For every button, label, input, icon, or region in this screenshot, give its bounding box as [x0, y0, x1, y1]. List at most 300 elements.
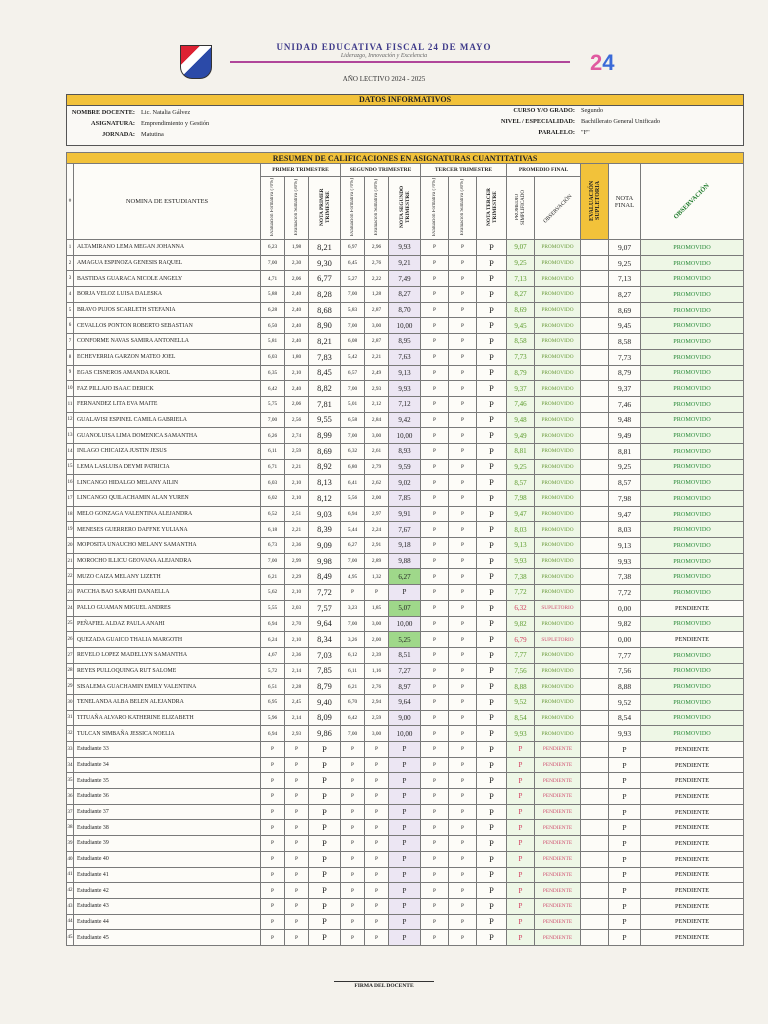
- t1-sumativa: P: [285, 789, 309, 805]
- t1-sumativa: 2,51: [285, 506, 309, 522]
- t3-nota: P: [477, 867, 507, 883]
- t1-formativa: P: [261, 820, 285, 836]
- t1-sumativa: P: [285, 867, 309, 883]
- table-row: [67, 553, 744, 569]
- col-t2-nota: NOTA SEGUNDO TRIMESTRE: [389, 177, 421, 240]
- t1-nota: P: [309, 789, 341, 805]
- t3-sumativa: P: [449, 491, 477, 507]
- t2-sumativa: P: [365, 789, 389, 805]
- t3-nota: P: [477, 663, 507, 679]
- t2-formativa: 6,58: [341, 412, 365, 428]
- t2-nota: 6,27: [389, 569, 421, 585]
- observacion: PENDIENTE: [535, 804, 581, 820]
- t3-nota: P: [477, 757, 507, 773]
- nota-final: 7,73: [609, 349, 641, 365]
- t3-nota: P: [477, 412, 507, 428]
- t3-nota: P: [477, 491, 507, 507]
- observacion-final: PROMOVIDO: [641, 365, 744, 381]
- observacion: PENDIENTE: [535, 820, 581, 836]
- col-observacion-final: OBSERVACIÓN: [641, 164, 744, 240]
- t2-formativa: P: [341, 867, 365, 883]
- t1-nota: 8,28: [309, 287, 341, 303]
- t3-formativa: P: [421, 632, 449, 648]
- t2-sumativa: 2,91: [365, 538, 389, 554]
- t2-sumativa: 2,84: [365, 412, 389, 428]
- promedio-final: P: [507, 867, 535, 883]
- t2-nota: 9,00: [389, 710, 421, 726]
- t2-nota: 8,97: [389, 679, 421, 695]
- t1-formativa: 7,00: [261, 553, 285, 569]
- t3-formativa: P: [421, 710, 449, 726]
- t2-sumativa: 2,62: [365, 475, 389, 491]
- curso-value: Segundo: [581, 107, 604, 114]
- nota-final: P: [609, 867, 641, 883]
- row-number: 24: [67, 600, 74, 616]
- row-number: 20: [67, 538, 74, 554]
- supletoria: [581, 820, 609, 836]
- t1-sumativa: 2,59: [285, 443, 309, 459]
- t3-formativa: P: [421, 475, 449, 491]
- observacion-final: PENDIENTE: [641, 836, 744, 852]
- t2-formativa: 7,00: [341, 616, 365, 632]
- supletoria: [581, 287, 609, 303]
- table-row: [67, 804, 744, 820]
- t1-formativa: 5,72: [261, 663, 285, 679]
- t1-formativa: P: [261, 836, 285, 852]
- t2-formativa: 7,00: [341, 381, 365, 397]
- promedio-final: 9,13: [507, 538, 535, 554]
- promedio-final: P: [507, 757, 535, 773]
- t2-nota: 9,64: [389, 694, 421, 710]
- t1-formativa: 5,81: [261, 334, 285, 350]
- student-name: TENELANDA ALBA BELEN ALEJANDRA: [74, 694, 261, 710]
- t1-sumativa: 2,99: [285, 553, 309, 569]
- t2-formativa: 5,42: [341, 349, 365, 365]
- t3-nota: P: [477, 789, 507, 805]
- t3-sumativa: P: [449, 710, 477, 726]
- t3-formativa: P: [421, 600, 449, 616]
- promedio-final: P: [507, 883, 535, 899]
- row-number: 42: [67, 883, 74, 899]
- t2-formativa: P: [341, 898, 365, 914]
- t1-formativa: 5,62: [261, 585, 285, 601]
- t1-sumativa: 2,40: [285, 287, 309, 303]
- t1-formativa: 6,42: [261, 381, 285, 397]
- t1-sumativa: P: [285, 757, 309, 773]
- student-name: TITUAÑA ALVARO KATHERINE ELIZABETH: [74, 710, 261, 726]
- observacion-final: PROMOVIDO: [641, 694, 744, 710]
- t2-nota: 7,63: [389, 349, 421, 365]
- row-number: 18: [67, 506, 74, 522]
- t2-sumativa: 1,28: [365, 287, 389, 303]
- t3-sumativa: P: [449, 255, 477, 271]
- observacion-final: PROMOVIDO: [641, 334, 744, 350]
- t1-nota: 9,09: [309, 538, 341, 554]
- promedio-final: 8,88: [507, 679, 535, 695]
- t2-nota: P: [389, 898, 421, 914]
- t2-sumativa: P: [365, 883, 389, 899]
- t3-nota: P: [477, 349, 507, 365]
- table-row: [67, 616, 744, 632]
- promedio-final: 9,82: [507, 616, 535, 632]
- t3-nota: P: [477, 255, 507, 271]
- observacion: PENDIENTE: [535, 836, 581, 852]
- t1-nota: 9,55: [309, 412, 341, 428]
- t2-formativa: P: [341, 757, 365, 773]
- t3-sumativa: P: [449, 240, 477, 256]
- t1-sumativa: 2,10: [285, 585, 309, 601]
- t1-nota: P: [309, 883, 341, 899]
- t1-sumativa: P: [285, 820, 309, 836]
- t3-nota: P: [477, 616, 507, 632]
- row-number: 29: [67, 679, 74, 695]
- t2-sumativa: P: [365, 773, 389, 789]
- nota-final: 7,56: [609, 663, 641, 679]
- t2-sumativa: 2,22: [365, 271, 389, 287]
- observacion-final: PROMOVIDO: [641, 726, 744, 742]
- t1-nota: 7,81: [309, 396, 341, 412]
- student-name: Estudiante 45: [74, 930, 261, 946]
- observacion-final: PENDIENTE: [641, 632, 744, 648]
- t3-formativa: P: [421, 726, 449, 742]
- t3-formativa: P: [421, 804, 449, 820]
- promedio-final: 9,07: [507, 240, 535, 256]
- observacion: PROMOVIDO: [535, 428, 581, 444]
- table-row: [67, 930, 744, 946]
- t3-formativa: P: [421, 789, 449, 805]
- t3-formativa: P: [421, 820, 449, 836]
- student-name: Estudiante 40: [74, 851, 261, 867]
- promedio-final: 8,57: [507, 475, 535, 491]
- t1-sumativa: P: [285, 804, 309, 820]
- t3-nota: P: [477, 694, 507, 710]
- t1-nota: 8,21: [309, 240, 341, 256]
- t2-sumativa: 2,00: [365, 491, 389, 507]
- t3-nota: P: [477, 334, 507, 350]
- t3-sumativa: P: [449, 396, 477, 412]
- t3-nota: P: [477, 302, 507, 318]
- table-row: [67, 726, 744, 742]
- supletoria: [581, 647, 609, 663]
- student-name: Estudiante 37: [74, 804, 261, 820]
- t1-formativa: 6,26: [261, 428, 285, 444]
- promedio-final: 9,37: [507, 381, 535, 397]
- observacion-final: PROMOVIDO: [641, 318, 744, 334]
- t3-nota: P: [477, 600, 507, 616]
- row-number: 33: [67, 742, 74, 758]
- promedio-final: 8,27: [507, 287, 535, 303]
- t1-sumativa: 2,36: [285, 647, 309, 663]
- supletoria: [581, 632, 609, 648]
- observacion: PROMOVIDO: [535, 506, 581, 522]
- nota-final: P: [609, 930, 641, 946]
- t2-sumativa: P: [365, 820, 389, 836]
- student-name: Estudiante 41: [74, 867, 261, 883]
- t1-sumativa: 2,21: [285, 459, 309, 475]
- t2-nota: 8,51: [389, 647, 421, 663]
- t2-sumativa: P: [365, 804, 389, 820]
- t3-nota: P: [477, 506, 507, 522]
- t3-nota: P: [477, 271, 507, 287]
- docente-row: NOMBRE DOCENTE: Lic. Natalia Gálvez: [71, 109, 191, 116]
- observacion: PENDIENTE: [535, 851, 581, 867]
- curso-row: CURSO Y/O GRADO: Segundo: [513, 107, 604, 114]
- observacion-final: PENDIENTE: [641, 820, 744, 836]
- t2-formativa: P: [341, 914, 365, 930]
- t2-nota: 7,67: [389, 522, 421, 538]
- logo-24-icon: 24: [590, 50, 615, 75]
- col-t1-nota: NOTA PRIMER TRIMESTRE: [309, 177, 341, 240]
- observacion-final: PROMOVIDO: [641, 538, 744, 554]
- t1-nota: P: [309, 914, 341, 930]
- t3-sumativa: P: [449, 412, 477, 428]
- student-name: MUZO CAIZA MELANY LIZETH: [74, 569, 261, 585]
- promedio-final: P: [507, 836, 535, 852]
- student-name: MOROCHO ILLICU GEOVANA ALEJANDRA: [74, 553, 261, 569]
- supletoria: [581, 836, 609, 852]
- t2-sumativa: P: [365, 867, 389, 883]
- t2-formativa: P: [341, 789, 365, 805]
- t2-formativa: 6,08: [341, 334, 365, 350]
- t1-nota: 7,85: [309, 663, 341, 679]
- student-name: Estudiante 35: [74, 773, 261, 789]
- student-name: REYES PULLOQUINGA RUT SALOME: [74, 663, 261, 679]
- nota-final: 9,93: [609, 553, 641, 569]
- t3-formativa: P: [421, 396, 449, 412]
- row-number: 19: [67, 522, 74, 538]
- nota-final: 8,81: [609, 443, 641, 459]
- row-number: 14: [67, 443, 74, 459]
- t3-sumativa: P: [449, 742, 477, 758]
- t3-sumativa: P: [449, 836, 477, 852]
- t1-formativa: 6,52: [261, 506, 285, 522]
- t2-formativa: 7,00: [341, 318, 365, 334]
- t3-formativa: P: [421, 742, 449, 758]
- t2-sumativa: 2,97: [365, 506, 389, 522]
- observacion: PENDIENTE: [535, 898, 581, 914]
- t3-sumativa: P: [449, 600, 477, 616]
- observacion-final: PROMOVIDO: [641, 663, 744, 679]
- t1-formativa: P: [261, 914, 285, 930]
- t1-formativa: 6,23: [261, 240, 285, 256]
- row-number: 27: [67, 647, 74, 663]
- row-number: 8: [67, 349, 74, 365]
- asignatura-value: Emprendimiento y Gestión: [141, 120, 210, 127]
- promedio-final: 9,93: [507, 553, 535, 569]
- t3-formativa: P: [421, 412, 449, 428]
- supletoria: [581, 349, 609, 365]
- observacion: PROMOVIDO: [535, 694, 581, 710]
- t1-nota: P: [309, 804, 341, 820]
- table-row: [67, 569, 744, 585]
- t2-sumativa: 2,96: [365, 240, 389, 256]
- t3-formativa: P: [421, 914, 449, 930]
- document-header: [0, 40, 768, 90]
- nota-final: P: [609, 914, 641, 930]
- t2-sumativa: 3,00: [365, 726, 389, 742]
- t2-formativa: 3,23: [341, 600, 365, 616]
- t1-nota: P: [309, 867, 341, 883]
- t3-sumativa: P: [449, 804, 477, 820]
- observacion-final: PROMOVIDO: [641, 710, 744, 726]
- t2-sumativa: P: [365, 836, 389, 852]
- t3-formativa: P: [421, 271, 449, 287]
- t2-nota: 5,25: [389, 632, 421, 648]
- nota-final: 9,37: [609, 381, 641, 397]
- t2-nota: 9,18: [389, 538, 421, 554]
- row-number: 17: [67, 491, 74, 507]
- resumen-title: RESUMEN DE CALIFICACIONES EN ASIGNATURAS CUANTITATIVAS: [67, 153, 744, 164]
- supletoria: [581, 914, 609, 930]
- asignatura-row: ASIGNATURA: Emprendimiento y Gestión: [91, 120, 210, 127]
- t1-formativa: P: [261, 757, 285, 773]
- t3-sumativa: P: [449, 522, 477, 538]
- grades-body: [67, 240, 744, 946]
- table-row: [67, 647, 744, 663]
- row-number: 41: [67, 867, 74, 883]
- student-name: MOPOSITA UNAUCHO MELANY SAMANTHA: [74, 538, 261, 554]
- t3-sumativa: P: [449, 553, 477, 569]
- t1-nota: 7,03: [309, 647, 341, 663]
- t1-sumativa: 1,80: [285, 349, 309, 365]
- observacion-final: PENDIENTE: [641, 804, 744, 820]
- t1-nota: P: [309, 930, 341, 946]
- observacion-final: PROMOVIDO: [641, 616, 744, 632]
- t3-formativa: P: [421, 381, 449, 397]
- student-name: PALLO GUAMAN MIGUEL ANDRES: [74, 600, 261, 616]
- student-name: SISALEMA GUACHAMIN EMILY VALENTINA: [74, 679, 261, 695]
- observacion-final: PROMOVIDO: [641, 522, 744, 538]
- nota-final: P: [609, 742, 641, 758]
- col-t1-formativa: Evaluación Formativa (70%): [261, 177, 285, 240]
- t1-sumativa: 2,45: [285, 694, 309, 710]
- table-row: [67, 365, 744, 381]
- t1-formativa: 6,50: [261, 318, 285, 334]
- observacion-final: PROMOVIDO: [641, 647, 744, 663]
- t1-formativa: P: [261, 742, 285, 758]
- t1-nota: 8,45: [309, 365, 341, 381]
- t1-formativa: 6,03: [261, 475, 285, 491]
- t2-sumativa: P: [365, 585, 389, 601]
- observacion-final: PENDIENTE: [641, 914, 744, 930]
- row-number: 30: [67, 694, 74, 710]
- t3-formativa: P: [421, 349, 449, 365]
- supletoria: [581, 867, 609, 883]
- t1-sumativa: 2,30: [285, 255, 309, 271]
- nota-final: 8,88: [609, 679, 641, 695]
- t1-nota: P: [309, 757, 341, 773]
- student-name: INLAGO CHICAIZA JUSTIN JESUS: [74, 443, 261, 459]
- t1-nota: 7,72: [309, 585, 341, 601]
- observacion: PENDIENTE: [535, 883, 581, 899]
- t1-sumativa: P: [285, 742, 309, 758]
- observacion: PROMOVIDO: [535, 349, 581, 365]
- t1-nota: P: [309, 742, 341, 758]
- observacion-final: PROMOVIDO: [641, 412, 744, 428]
- t1-formativa: 6,02: [261, 491, 285, 507]
- supletoria: [581, 726, 609, 742]
- t2-formativa: 5,83: [341, 302, 365, 318]
- nota-final: 8,57: [609, 475, 641, 491]
- t1-formativa: P: [261, 804, 285, 820]
- t3-formativa: P: [421, 318, 449, 334]
- col-nota-final: NOTA FINAL: [609, 164, 641, 240]
- t3-nota: P: [477, 381, 507, 397]
- supletoria: [581, 412, 609, 428]
- observacion-final: PROMOVIDO: [641, 475, 744, 491]
- jornada-row: JORNADA: Matutina: [102, 131, 164, 138]
- col-promedio: PROMEDIO SIMPLIFICADO: [507, 177, 535, 240]
- promedio-final: 9,93: [507, 726, 535, 742]
- row-number: 6: [67, 318, 74, 334]
- row-number: 28: [67, 663, 74, 679]
- nota-final: 9,48: [609, 412, 641, 428]
- t3-sumativa: P: [449, 334, 477, 350]
- observacion: PROMOVIDO: [535, 271, 581, 287]
- col-t2-formativa: Evaluación Formativa (70%): [341, 177, 365, 240]
- t1-nota: 7,57: [309, 600, 341, 616]
- observacion-final: PROMOVIDO: [641, 585, 744, 601]
- promedio-final: 7,73: [507, 349, 535, 365]
- t3-nota: P: [477, 820, 507, 836]
- promedio-final: 8,54: [507, 710, 535, 726]
- t1-sumativa: 2,10: [285, 475, 309, 491]
- student-name: Estudiante 34: [74, 757, 261, 773]
- student-name: BRAVO PUJOS SCARLETH STEFANIA: [74, 302, 261, 318]
- supletoria: [581, 616, 609, 632]
- promedio-final: 7,98: [507, 491, 535, 507]
- table-row: [67, 663, 744, 679]
- row-number: 7: [67, 334, 74, 350]
- observacion-final: PENDIENTE: [641, 867, 744, 883]
- observacion: PROMOVIDO: [535, 491, 581, 507]
- row-number: 32: [67, 726, 74, 742]
- t1-nota: P: [309, 836, 341, 852]
- t1-nota: 8,09: [309, 710, 341, 726]
- t2-nota: P: [389, 820, 421, 836]
- observacion: PENDIENTE: [535, 930, 581, 946]
- promedio-final: P: [507, 820, 535, 836]
- t1-formativa: P: [261, 883, 285, 899]
- promedio-final: 7,77: [507, 647, 535, 663]
- observacion: SUPLETORIO: [535, 600, 581, 616]
- promedio-final: 9,25: [507, 459, 535, 475]
- promedio-final: 9,48: [507, 412, 535, 428]
- t1-sumativa: 2,93: [285, 726, 309, 742]
- observacion-final: PENDIENTE: [641, 883, 744, 899]
- promedio-final: P: [507, 930, 535, 946]
- promedio-final: P: [507, 914, 535, 930]
- supletoria: [581, 742, 609, 758]
- observacion: PENDIENTE: [535, 789, 581, 805]
- table-row: [67, 381, 744, 397]
- t2-formativa: 6,97: [341, 240, 365, 256]
- nota-final: P: [609, 773, 641, 789]
- t2-sumativa: 2,59: [365, 710, 389, 726]
- t3-sumativa: P: [449, 694, 477, 710]
- t3-sumativa: P: [449, 663, 477, 679]
- supletoria: [581, 679, 609, 695]
- t2-formativa: 7,00: [341, 553, 365, 569]
- student-name: CONFORME NAVAS SAMIRA ANTONELLA: [74, 334, 261, 350]
- t1-nota: 8,90: [309, 318, 341, 334]
- t2-nota: P: [389, 851, 421, 867]
- t2-formativa: 6,27: [341, 538, 365, 554]
- t1-sumativa: 2,40: [285, 302, 309, 318]
- observacion-final: PROMOVIDO: [641, 240, 744, 256]
- table-row: [67, 475, 744, 491]
- table-row: [67, 491, 744, 507]
